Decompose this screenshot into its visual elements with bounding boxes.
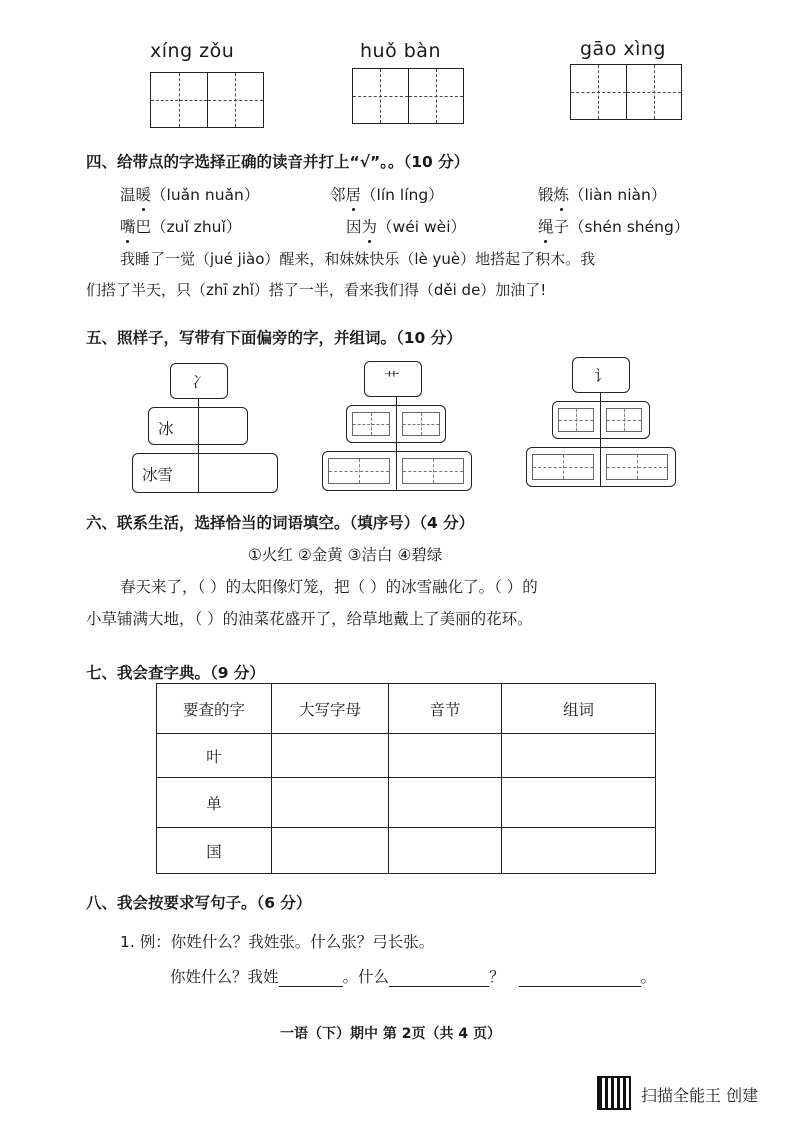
answer-blank-2[interactable]	[389, 968, 489, 987]
answer-blank-1[interactable]	[279, 968, 343, 987]
table-header: 组词	[502, 684, 656, 734]
tianzige-cell	[208, 73, 264, 127]
q4-item-5-dotted: 为	[362, 215, 378, 237]
tianzige-cell	[353, 69, 409, 123]
tianzige-cell	[627, 65, 682, 119]
q6-line-2: 小草铺满大地，（ ）的油菜花盛开了，给草地戴上了美丽的花环。	[86, 610, 533, 628]
q6-options: ①火红 ②金黄 ③洁白 ④碧绿	[248, 546, 443, 564]
pinyin-word-1: xíng zǒu	[150, 40, 235, 62]
tianzige-box-2	[352, 68, 464, 124]
tianzige-box-3	[570, 64, 682, 120]
answer-blank-3[interactable]	[519, 968, 641, 987]
q4-title: 四、给带点的字选择正确的读音并打上“√”。。（10 分）	[86, 153, 470, 171]
q4-item-1	[120, 183, 259, 205]
table-row	[157, 734, 656, 778]
q4-item-1-options: （luǎn nuǎn）	[151, 186, 260, 204]
word-box-3-grid-a	[532, 454, 594, 480]
q4-sentence-2: 们搭了半天，只（zhī zhǐ）搭了一半，看来我们得（děi de）加油了!	[86, 281, 547, 299]
q4-item-6	[538, 215, 689, 237]
qr-code-icon	[597, 1076, 631, 1110]
q7-title: 七、我会查字典。（9 分）	[86, 664, 265, 682]
answer-cell[interactable]	[389, 734, 502, 778]
q6-line-1: 春天来了，（ ）的太阳像灯笼，把（ ）的冰雪融化了。（ ）的	[120, 578, 538, 596]
q4-item-5	[346, 215, 466, 237]
tianzige-box-1	[150, 72, 264, 128]
radical-2: 艹	[384, 370, 400, 388]
q4-item-2-dotted: 居	[346, 183, 362, 205]
dictionary-table	[156, 683, 656, 874]
char-box-3-divider	[600, 401, 601, 439]
table-header: 音节	[389, 684, 502, 734]
q4-item-6-options: （shén shéng）	[569, 218, 690, 236]
pinyin-word-2: huǒ bàn	[360, 40, 441, 62]
q6-title: 六、联系生活，选择恰当的词语填空。（填序号）（4 分）	[86, 514, 475, 532]
q4-item-5-plain: 因	[346, 218, 362, 236]
table-header: 要查的字	[157, 684, 272, 734]
q8-example: 1. 例：你姓什么？我姓张。什么张？弓长张。	[120, 933, 435, 951]
tianzige-cell	[409, 69, 464, 123]
watermark-text: 扫描全能王 创建	[641, 1086, 759, 1105]
example-char: 冰	[158, 420, 174, 438]
q4-item-1-dotted: 暖	[136, 183, 152, 205]
answer-cell[interactable]	[272, 828, 389, 874]
q4-sentence-1: 我睡了一觉（jué jiào）醒来，和妹妹快乐（lè yuè）地搭起了积木。我	[120, 250, 596, 268]
table-cell-char: 国	[157, 828, 272, 874]
table-row	[157, 828, 656, 874]
answer-cell[interactable]	[502, 734, 656, 778]
table-cell-char: 叶	[157, 734, 272, 778]
q4-item-2-plain: 邻	[330, 186, 346, 204]
q8-prompt-c: ？	[489, 968, 505, 986]
answer-cell[interactable]	[389, 828, 502, 874]
table-cell-char: 单	[157, 778, 272, 828]
q4-item-2	[330, 183, 444, 205]
pinyin-word-3: gāo xìng	[580, 38, 666, 60]
q4-item-4-plain: 巴	[135, 218, 152, 236]
answer-cell[interactable]	[272, 734, 389, 778]
word-box-2-grid-a	[328, 458, 390, 484]
char-box-2-divider	[396, 405, 397, 443]
q8-prompt-b: 。什么	[342, 968, 390, 986]
q4-item-2-options: （lín líng）	[361, 186, 444, 204]
tianzige-cell	[571, 65, 627, 119]
radical-3: 讠	[594, 367, 610, 385]
char-box-1-divider	[198, 407, 199, 445]
q4-item-4-dotted: 嘴	[120, 215, 136, 237]
q4-item-3-dotted: 炼	[554, 183, 570, 205]
q4-item-6-dotted: 绳	[538, 215, 554, 237]
table-header: 大写字母	[272, 684, 389, 734]
word-box-3-divider	[600, 447, 601, 487]
q4-item-4-options: （zuǐ zhuǐ）	[151, 218, 242, 236]
q5-title: 五、照样子，写带有下面偏旁的字，并组词。（10 分）	[86, 329, 462, 347]
q4-item-5-options: （wéi wèi）	[377, 218, 466, 236]
table-header-row	[157, 684, 656, 734]
answer-cell[interactable]	[502, 778, 656, 828]
word-box-2-grid-b	[402, 458, 464, 484]
page-footer: 一语（下）期中 第 2页（共 4 页）	[280, 1026, 501, 1042]
word-box-2-divider	[396, 451, 397, 491]
q8-prompt	[170, 965, 656, 987]
radical-1: 冫	[192, 373, 208, 391]
word-box-1-divider	[198, 453, 199, 493]
char-box-3-grid-a	[558, 408, 594, 432]
answer-cell[interactable]	[502, 828, 656, 874]
q4-item-1-plain: 温	[120, 186, 136, 204]
q8-title: 八、我会按要求写句子。（6 分）	[86, 894, 312, 912]
q4-item-3	[538, 183, 666, 205]
q4-item-6-plain: 子	[553, 218, 570, 236]
answer-cell[interactable]	[389, 778, 502, 828]
table-row	[157, 778, 656, 828]
q4-item-3-plain: 锻	[538, 186, 554, 204]
q4-item-4	[120, 215, 241, 237]
char-box-3-grid-b	[606, 408, 642, 432]
q8-prompt-a: 你姓什么？我姓	[170, 968, 279, 986]
q8-prompt-d: 。	[640, 968, 657, 986]
q4-item-3-options: （liàn niàn）	[569, 186, 667, 204]
example-word: 冰雪	[142, 466, 174, 484]
answer-cell[interactable]	[272, 778, 389, 828]
tianzige-cell	[151, 73, 208, 127]
char-box-2-grid-b	[402, 412, 440, 436]
char-box-2-grid-a	[352, 412, 390, 436]
word-box-3-grid-b	[606, 454, 668, 480]
